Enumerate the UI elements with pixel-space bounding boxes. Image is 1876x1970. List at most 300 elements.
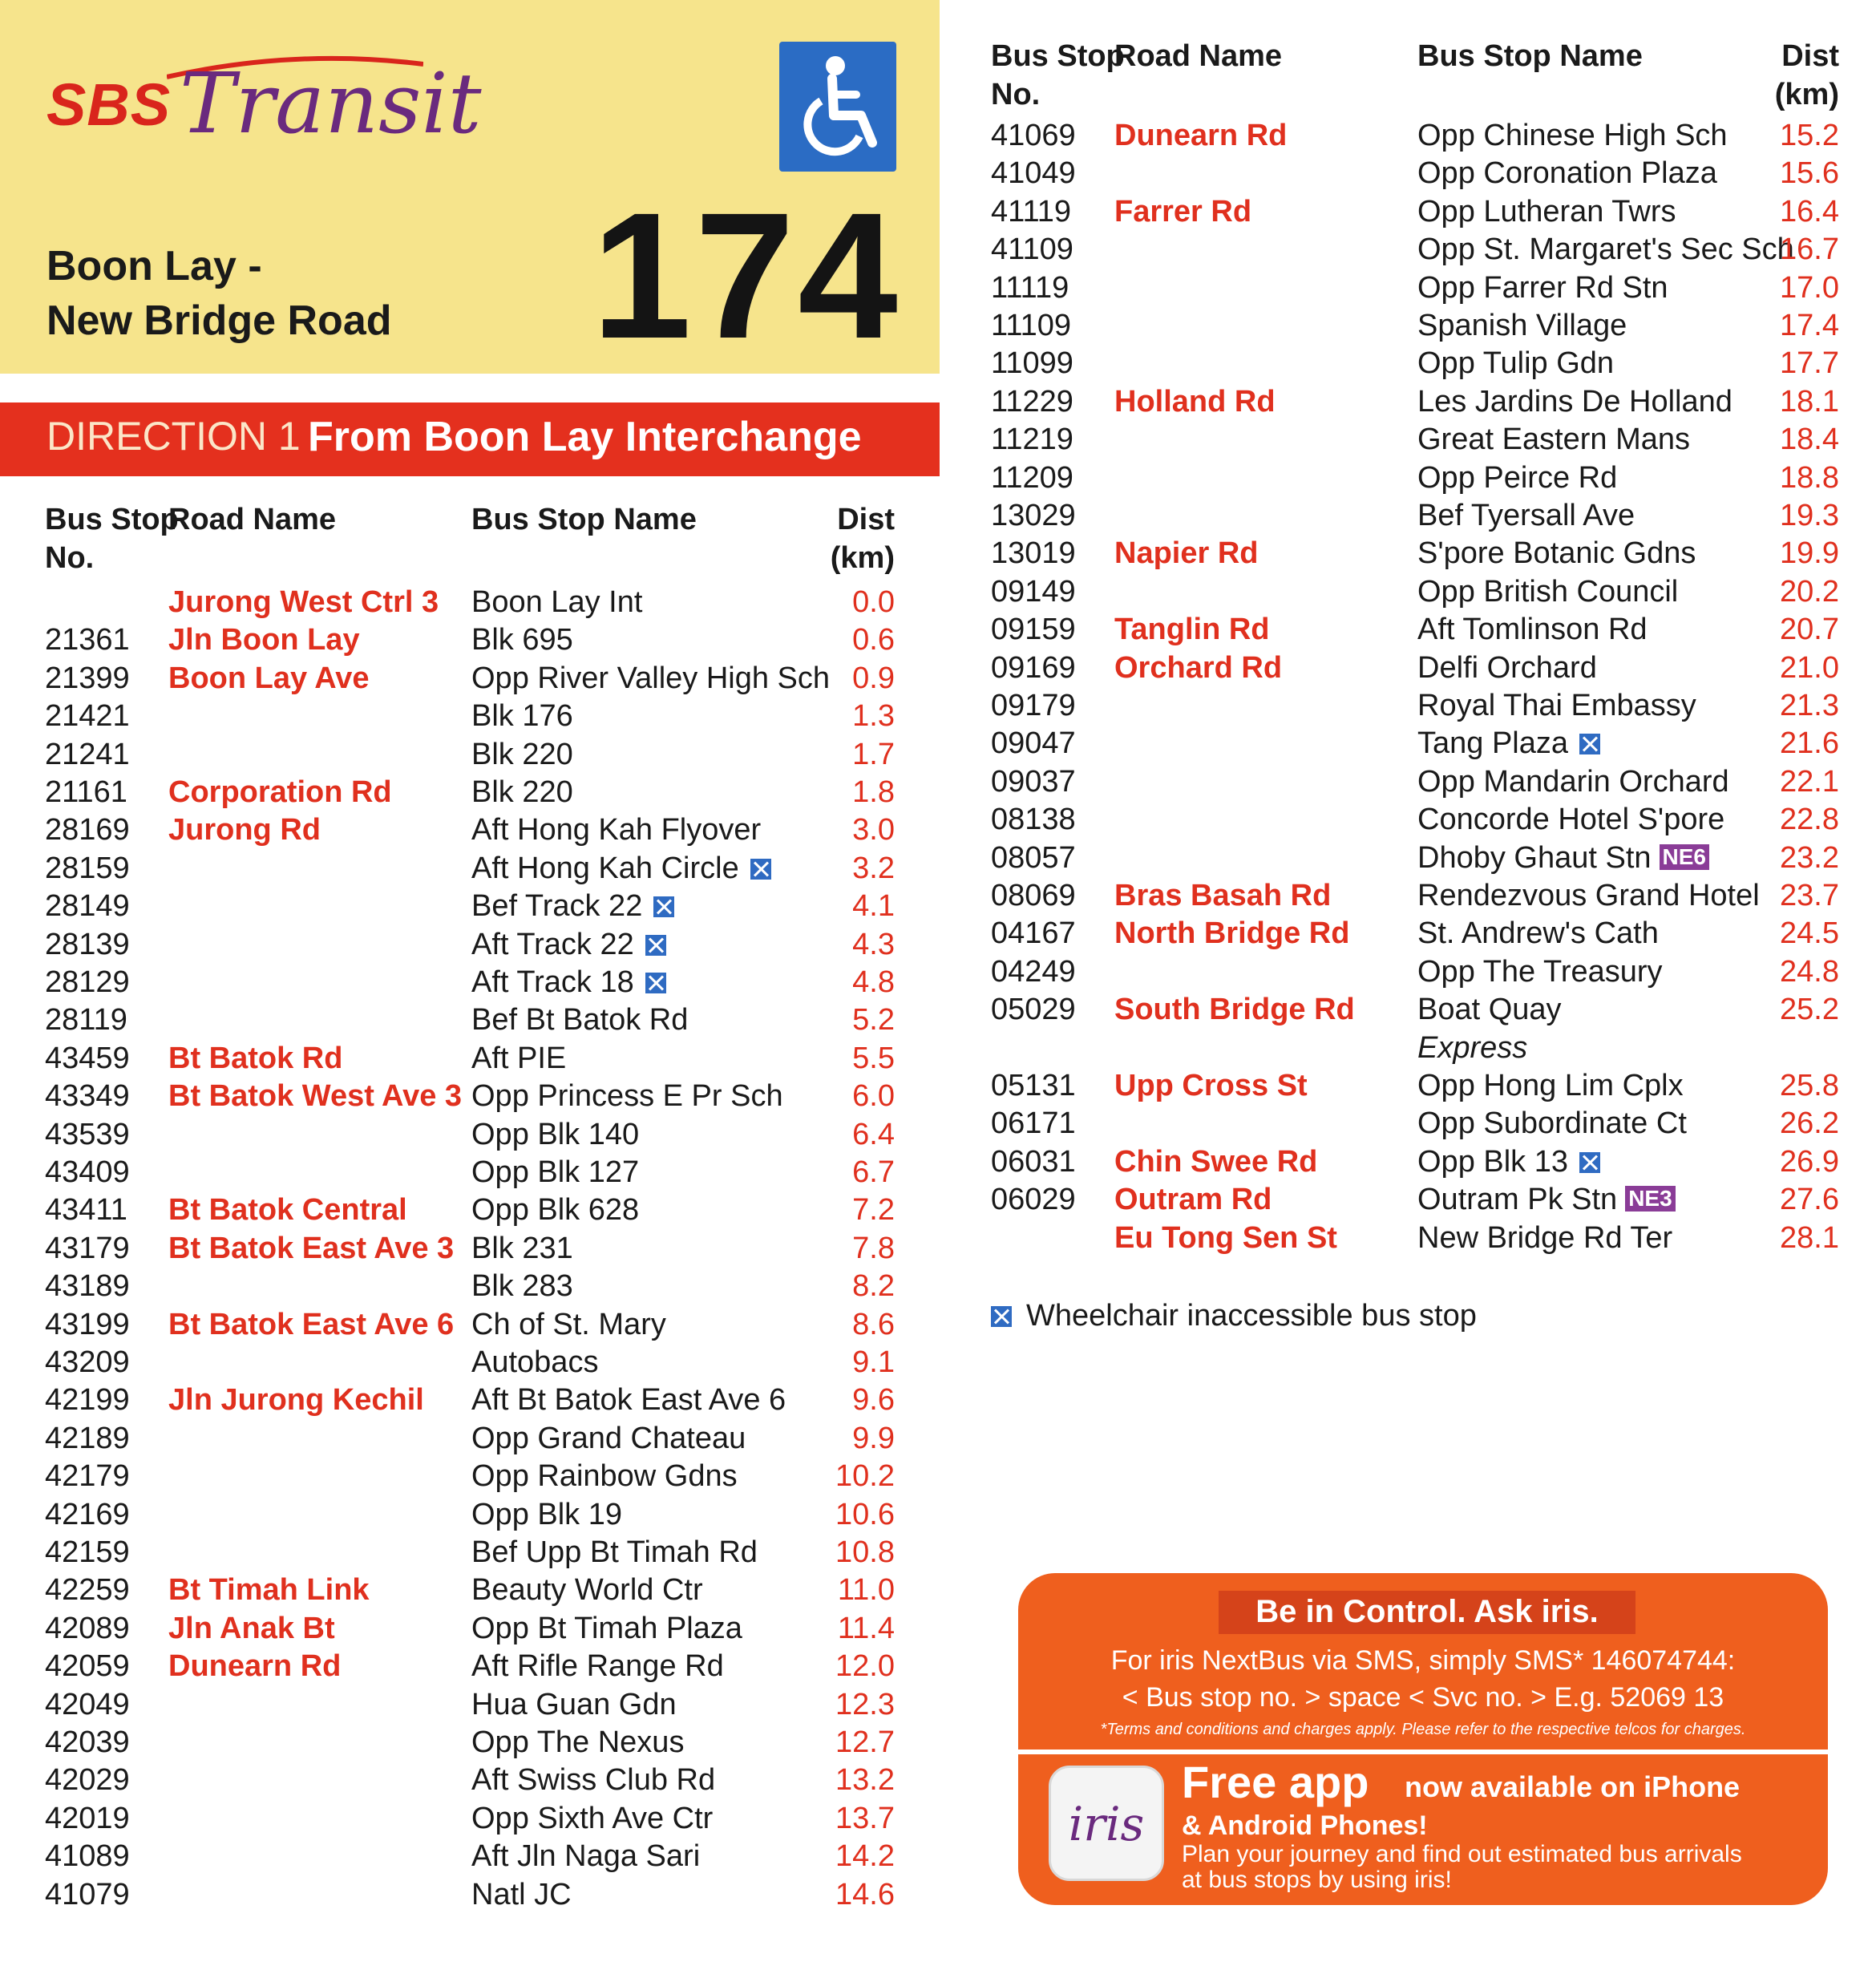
- distance-km: 25.2: [1780, 993, 1839, 1027]
- bus-stop-name: Opp St. Margaret's Sec Sch: [1417, 233, 1794, 267]
- bus-stop-cell: [1417, 383, 1732, 421]
- distance-km: 1.8: [852, 775, 895, 809]
- bus-stop-cell: [471, 1420, 746, 1458]
- table-row: [991, 269, 1839, 307]
- table-row: [991, 345, 1839, 382]
- road-name: Jln Jurong Kechil: [168, 1383, 424, 1418]
- bus-stop-name: Tang Plaza: [1417, 726, 1569, 761]
- road-name: Boon Lay Ave: [168, 661, 370, 695]
- logo-transit-text: Transit: [180, 55, 482, 152]
- bus-stop-cell: [471, 1001, 688, 1039]
- bus-stop-name: Hua Guan Gdn: [471, 1687, 677, 1721]
- header-dist-line2: (km): [830, 541, 895, 575]
- distance-km: 13.7: [835, 1801, 895, 1835]
- sbs-transit-logo: [46, 47, 482, 152]
- table-row: [45, 1534, 895, 1572]
- bus-stop-name: Blk 176: [471, 699, 573, 734]
- bus-stop-name: Opp The Treasury: [1417, 954, 1663, 989]
- road-name: Jln Boon Lay: [168, 623, 360, 657]
- distance-km: 4.3: [852, 927, 895, 961]
- bus-stop-number: 21241: [45, 737, 130, 771]
- road-name: Tanglin Rd: [1114, 613, 1270, 647]
- table-row: [991, 1143, 1839, 1181]
- table-row: [45, 888, 895, 925]
- distance-km: 8.2: [852, 1269, 895, 1304]
- bus-stop-cell: [1417, 725, 1600, 763]
- bus-stop-number: 09169: [991, 650, 1076, 685]
- wheelchair-accessible-icon: [779, 42, 896, 172]
- road-name: South Bridge Rd: [1114, 993, 1355, 1027]
- bus-stop-name: Natl JC: [471, 1877, 572, 1911]
- table-row: [991, 611, 1839, 649]
- iris-platforms: & Android Phones!: [1182, 1810, 1428, 1841]
- bus-stop-cell: [1417, 1220, 1672, 1257]
- bus-stop-name: Delfi Orchard: [1417, 650, 1597, 685]
- bus-stop-cell: [471, 1648, 724, 1685]
- bus-stop-cell: [1417, 497, 1635, 535]
- distance-km: 3.0: [852, 813, 895, 847]
- bus-stop-cell: [471, 964, 666, 1001]
- bus-stop-name: Opp Mandarin Orchard: [1417, 764, 1729, 799]
- bus-stop-name: Aft Rifle Range Rd: [471, 1649, 724, 1684]
- header-stop-no-right: [991, 37, 1125, 114]
- bus-stop-number: 43411: [45, 1193, 127, 1228]
- distance-km: 5.2: [852, 1003, 895, 1038]
- mrt-station-badge: NE6: [1660, 844, 1709, 870]
- bus-stop-number: 06029: [991, 1183, 1076, 1217]
- header-stop-no-right-line2: No.: [991, 78, 1041, 111]
- iris-app-icon: [1049, 1766, 1164, 1881]
- header-dist-line1: Dist: [837, 503, 895, 536]
- bus-stop-number: 11209: [991, 460, 1073, 495]
- header-road-name-right: Road Name: [1114, 39, 1283, 73]
- table-row: [45, 850, 895, 888]
- table-row: [45, 698, 895, 735]
- bus-stop-number: 41109: [991, 233, 1073, 267]
- bus-stop-cell: [1417, 877, 1760, 915]
- bus-stop-name: Aft Hong Kah Circle: [471, 851, 739, 885]
- bus-stop-cell: [1417, 801, 1724, 839]
- distance-km: 20.7: [1780, 613, 1839, 647]
- bus-stop-number: 41119: [991, 194, 1072, 229]
- header-stop-no: [45, 500, 179, 577]
- direction-label: DIRECTION 1: [46, 414, 301, 459]
- distance-km: 10.8: [835, 1535, 895, 1569]
- bus-stop-name: St. Andrew's Cath: [1417, 916, 1659, 951]
- table-row: [991, 801, 1839, 839]
- iris-headline-bar: [1219, 1591, 1635, 1634]
- legend: [991, 1299, 1477, 1333]
- bus-stop-cell: [1417, 1181, 1676, 1219]
- bus-stop-name: Autobacs: [471, 1345, 599, 1379]
- bus-stop-number: 42019: [45, 1801, 130, 1835]
- distance-km: 18.8: [1780, 460, 1839, 495]
- bus-stop-number: 06171: [991, 1106, 1076, 1141]
- distance-km: 7.8: [852, 1231, 895, 1265]
- bus-stop-cell: [1417, 535, 1696, 572]
- distance-km: 9.6: [852, 1383, 895, 1418]
- bus-stop-cell: [1417, 573, 1678, 611]
- distance-km: 23.2: [1780, 840, 1839, 875]
- table-row: [45, 811, 895, 849]
- bus-stop-cell: [471, 1800, 713, 1838]
- table-row: [991, 839, 1839, 877]
- bus-stop-name: Opp Blk 127: [471, 1155, 640, 1189]
- iris-headline: Be in Control. Ask iris.: [1255, 1594, 1599, 1629]
- bus-stop-number: 41069: [991, 119, 1076, 152]
- distance-km: 27.6: [1780, 1183, 1839, 1217]
- header-dist: [818, 500, 895, 577]
- bus-stop-name: Concorde Hotel S'pore: [1417, 803, 1725, 837]
- direction-text: From Boon Lay Interchange: [308, 414, 862, 460]
- bus-stop-number: 13019: [991, 536, 1076, 571]
- bus-stop-number: 09179: [991, 689, 1076, 722]
- header-bus-stop-name-right: Bus Stop Name: [1417, 39, 1643, 73]
- road-name: Upp Cross St: [1114, 1069, 1308, 1102]
- table-row: [45, 1572, 895, 1609]
- bus-stop-name: Boat Quay: [1417, 993, 1562, 1027]
- distance-km: 6.0: [852, 1079, 895, 1114]
- distance-km: 21.0: [1780, 650, 1839, 685]
- distance-km: 0.0: [852, 585, 895, 619]
- bus-stop-number: 43459: [45, 1041, 130, 1075]
- table-row: [45, 1344, 895, 1381]
- distance-km: 16.7: [1780, 233, 1839, 267]
- bus-stop-number: 05029: [991, 993, 1076, 1027]
- table-row: [45, 1040, 895, 1078]
- road-name: North Bridge Rd: [1114, 916, 1350, 951]
- table-row: [991, 383, 1839, 421]
- bus-stop-cell: [471, 1496, 622, 1534]
- wheelchair-inaccessible-icon: [991, 1306, 1012, 1327]
- distance-km: 23.7: [1780, 879, 1839, 912]
- bus-stop-name: Opp Bt Timah Plaza: [471, 1611, 742, 1645]
- distance-km: 22.1: [1780, 764, 1839, 799]
- bus-stop-cell: [1417, 649, 1597, 687]
- table-row: [45, 1648, 895, 1685]
- distance-km: 19.9: [1780, 536, 1839, 571]
- distance-km: 17.0: [1780, 270, 1839, 305]
- bus-stop-name: Opp Farrer Rd Stn: [1417, 270, 1668, 305]
- table-row: [991, 193, 1839, 231]
- header-dist-right-line1: Dist: [1781, 39, 1839, 73]
- bus-stop-name: Express: [1417, 1030, 1528, 1065]
- table-row: [45, 1800, 895, 1838]
- bus-stop-cell: [471, 1534, 758, 1572]
- distance-km: 16.4: [1780, 194, 1839, 229]
- bus-stop-cell: [471, 1610, 742, 1648]
- table-row: [45, 1762, 895, 1799]
- bus-stop-name: S'pore Botanic Gdns: [1417, 536, 1696, 571]
- bus-stop-cell: [471, 774, 573, 811]
- bus-stop-cell: [471, 660, 830, 698]
- table-row: [45, 736, 895, 774]
- iris-sms-line2: < Bus stop no. > space < Svc no. > E.g. 52069 13: [1122, 1682, 1724, 1713]
- bus-stop-cell: [471, 621, 573, 659]
- table-row: [45, 1610, 895, 1648]
- table-row: [991, 991, 1839, 1029]
- table-row: [991, 1105, 1839, 1143]
- bus-stop-cell: [1417, 269, 1668, 307]
- distance-km: 3.2: [852, 851, 895, 885]
- bus-stop-number: 09037: [991, 764, 1076, 799]
- bus-stop-number: 08069: [991, 879, 1076, 912]
- bus-stop-name: Opp Grand Chateau: [471, 1421, 746, 1455]
- header-stop-no-right-line1: Bus Stop: [991, 39, 1125, 73]
- table-row: [45, 1191, 895, 1229]
- road-name: Bt Batok West Ave 3: [168, 1079, 463, 1114]
- bus-stop-name: Aft Jln Naga Sari: [471, 1839, 701, 1874]
- bus-stop-number: 04167: [991, 916, 1076, 951]
- road-name: Bt Batok East Ave 3: [168, 1231, 455, 1265]
- bus-stop-cell: [471, 1876, 572, 1914]
- bus-stop-number: 08057: [991, 840, 1076, 875]
- table-row: [991, 155, 1839, 192]
- distance-km: 21.6: [1780, 726, 1839, 761]
- bus-stop-cell: [1417, 1105, 1687, 1143]
- bus-stop-name: Dhoby Ghaut Stn: [1417, 840, 1652, 875]
- bus-stop-cell: [1417, 421, 1690, 459]
- wheelchair-inaccessible-icon: [750, 859, 771, 880]
- distance-km: 1.3: [852, 699, 895, 734]
- route-number: 174: [592, 176, 901, 376]
- bus-stop-number: 09159: [991, 613, 1076, 647]
- table-row: [991, 1181, 1839, 1219]
- bus-stop-name: Blk 695: [471, 623, 573, 657]
- bus-stop-name: Bef Upp Bt Timah Rd: [471, 1535, 758, 1569]
- bus-stop-number: 43409: [45, 1155, 130, 1189]
- distance-km: 9.1: [852, 1345, 895, 1379]
- distance-km: 17.7: [1780, 346, 1839, 381]
- header-stop-no-line1: Bus Stop: [45, 503, 179, 536]
- bus-stop-name: Aft PIE: [471, 1041, 567, 1075]
- bus-stop-cell: [1417, 991, 1562, 1029]
- distance-km: 26.9: [1780, 1144, 1839, 1179]
- bus-stop-cell: [1417, 459, 1617, 497]
- table-row: [991, 497, 1839, 535]
- bus-stop-name: Bef Tyersall Ave: [1417, 499, 1635, 532]
- bus-stop-number: 28129: [45, 965, 130, 999]
- table-row: [991, 763, 1839, 801]
- road-name: Bt Batok Central: [168, 1193, 407, 1228]
- distance-km: 17.4: [1780, 309, 1839, 342]
- route-from: Boon Lay -: [46, 243, 262, 289]
- distance-km: 7.2: [852, 1193, 895, 1228]
- bus-stop-number: 41049: [991, 156, 1076, 191]
- bus-stop-name: Rendezvous Grand Hotel: [1417, 879, 1760, 912]
- bus-stop-name: Blk 220: [471, 737, 573, 771]
- iris-plan-line2: at bus stops by using iris!: [1182, 1867, 1452, 1893]
- distance-km: 10.2: [835, 1459, 895, 1494]
- bus-stop-cell: [1417, 1143, 1600, 1181]
- table-row: [45, 660, 895, 698]
- bus-stop-name: Opp Blk 628: [471, 1193, 640, 1228]
- bus-stop-name: Boon Lay Int: [471, 585, 643, 619]
- road-name: Chin Swee Rd: [1114, 1144, 1318, 1179]
- bus-stop-number: 42029: [45, 1763, 130, 1798]
- table-row: [45, 1381, 895, 1419]
- bus-stop-cell: [471, 1268, 573, 1305]
- bus-stop-number: 42259: [45, 1573, 130, 1608]
- legend-text: Wheelchair inaccessible bus stop: [1026, 1299, 1477, 1333]
- bus-stop-cell: [471, 1078, 783, 1115]
- bus-stop-number: 42169: [45, 1497, 130, 1531]
- distance-km: 12.7: [835, 1725, 895, 1759]
- bus-stop-name: Opp British Council: [1417, 574, 1679, 609]
- table-row: [45, 584, 895, 621]
- bus-stop-name: Aft Track 18: [471, 965, 634, 999]
- bus-stop-number: 04249: [991, 954, 1076, 989]
- bus-stop-cell: [1417, 953, 1663, 991]
- road-name: Holland Rd: [1114, 384, 1276, 419]
- bus-stop-cell: [471, 698, 573, 735]
- bus-stop-name: Ch of St. Mary: [471, 1307, 666, 1341]
- iris-divider: [1018, 1750, 1828, 1754]
- table-row: [991, 231, 1839, 269]
- bus-stop-number: 42179: [45, 1459, 130, 1494]
- bus-stop-name: Opp Blk 140: [471, 1117, 640, 1151]
- bus-stop-number: 43189: [45, 1269, 130, 1304]
- distance-km: 0.9: [852, 661, 895, 695]
- bus-stop-name: Opp Rainbow Gdns: [471, 1459, 738, 1494]
- bus-stop-number: 28119: [45, 1003, 127, 1038]
- road-name: Dunearn Rd: [1114, 119, 1288, 152]
- table-row: [45, 1420, 895, 1458]
- bus-stop-name: Aft Track 22: [471, 927, 634, 961]
- bus-stop-name: Opp The Nexus: [471, 1725, 685, 1759]
- bus-stop-name: New Bridge Rd Ter: [1417, 1220, 1673, 1255]
- header-dist-right-line2: (km): [1774, 78, 1839, 111]
- bus-stop-name: Opp Subordinate Ct: [1417, 1106, 1687, 1141]
- distance-km: 15.2: [1780, 119, 1839, 152]
- bus-stop-cell: [1417, 1067, 1684, 1105]
- bus-stop-name: Opp Hong Lim Cplx: [1417, 1069, 1684, 1102]
- header-bus-stop-name: Bus Stop Name: [471, 503, 697, 536]
- logo-sbs-text: SBS: [46, 71, 172, 138]
- table-row: [45, 1306, 895, 1344]
- table-row: [991, 687, 1839, 725]
- iris-available: now available on iPhone: [1405, 1770, 1741, 1803]
- road-name: Dunearn Rd: [168, 1649, 342, 1684]
- bus-stop-cell: [1417, 193, 1676, 231]
- table-row: [45, 1876, 895, 1914]
- bus-stop-number: 43209: [45, 1345, 130, 1379]
- bus-stop-name: Great Eastern Mans: [1417, 423, 1691, 457]
- bus-stop-number: 21161: [45, 775, 127, 809]
- bus-stop-number: 11229: [991, 384, 1073, 419]
- table-row: [991, 1067, 1839, 1105]
- distance-km: 11.4: [837, 1611, 895, 1645]
- bus-stop-name: Bef Track 22: [471, 889, 643, 924]
- bus-stop-number: 05131: [991, 1069, 1076, 1102]
- table-row: [991, 535, 1839, 572]
- bus-stop-number: 21361: [45, 623, 130, 657]
- distance-km: 0.6: [852, 623, 895, 657]
- table-row: [45, 1268, 895, 1305]
- table-row: [45, 926, 895, 964]
- bus-stop-number: 09149: [991, 574, 1076, 609]
- bus-stop-number: 42059: [45, 1649, 130, 1684]
- bus-stop-number: 41079: [45, 1877, 130, 1911]
- bus-stop-name: Opp River Valley High Sch: [471, 661, 831, 695]
- bus-stop-cell: [471, 584, 642, 621]
- road-name: Napier Rd: [1114, 536, 1259, 571]
- road-name: Orchard Rd: [1114, 650, 1283, 685]
- road-name: Bt Timah Link: [168, 1573, 370, 1608]
- bus-stop-cell: [1417, 763, 1729, 801]
- table-row: [45, 1230, 895, 1268]
- bus-stop-cell: [1417, 1029, 1527, 1067]
- table-row: [991, 1220, 1839, 1257]
- bus-stop-name: Opp Lutheran Twrs: [1417, 194, 1676, 229]
- bus-stop-cell: [1417, 231, 1794, 269]
- bus-stop-cell: [1417, 307, 1627, 345]
- bus-stop-number: 42189: [45, 1421, 130, 1455]
- distance-km: 1.7: [852, 737, 895, 771]
- bus-stop-cell: [471, 850, 771, 888]
- bus-stop-cell: [471, 1154, 639, 1191]
- bus-stop-number: 42159: [45, 1535, 130, 1569]
- table-row: [45, 1724, 895, 1762]
- distance-km: 20.2: [1780, 574, 1839, 609]
- bus-stop-name: Opp Sixth Ave Ctr: [471, 1801, 714, 1835]
- bus-stop-number: 43199: [45, 1307, 130, 1341]
- bus-stop-name: Aft Tomlinson Rd: [1417, 613, 1648, 647]
- road-name: Jurong West Ctrl 3: [168, 585, 439, 619]
- bus-stop-number: 11099: [991, 346, 1073, 381]
- bus-stop-cell: [471, 1458, 738, 1495]
- iris-free-app: Free app: [1182, 1757, 1369, 1807]
- bus-stop-number: 43179: [45, 1231, 130, 1265]
- distance-km: 5.5: [852, 1041, 895, 1075]
- table-row: [45, 964, 895, 1001]
- distance-km: 4.1: [852, 889, 895, 924]
- bus-stop-name: Blk 283: [471, 1269, 573, 1304]
- iris-advert: [1018, 1573, 1828, 1905]
- table-row: [991, 459, 1839, 497]
- distance-km: 12.3: [835, 1687, 895, 1721]
- wheelchair-inaccessible-icon: [1579, 1152, 1600, 1173]
- road-name: Outram Rd: [1114, 1183, 1272, 1217]
- distance-km: 15.6: [1780, 156, 1839, 191]
- bus-stop-cell: [471, 1306, 666, 1344]
- bus-stop-number: 13029: [991, 499, 1076, 532]
- distance-km: 8.6: [852, 1307, 895, 1341]
- bus-stop-name: Opp Princess E Pr Sch: [471, 1079, 783, 1114]
- table-row: [991, 117, 1839, 155]
- road-name: Jln Anak Bt: [168, 1611, 335, 1645]
- bus-stop-number: 42039: [45, 1725, 130, 1759]
- table-row: [991, 877, 1839, 915]
- table-row: [991, 725, 1839, 763]
- road-name: Bras Basah Rd: [1114, 879, 1332, 912]
- header-stop-no-line2: No.: [45, 541, 95, 575]
- bus-stop-cell: [1417, 611, 1648, 649]
- iris-sms-line1: For iris NextBus via SMS, simply SMS* 146074744:: [1110, 1645, 1736, 1676]
- bus-stop-cell: [471, 1381, 786, 1419]
- bus-stop-number: 42049: [45, 1687, 130, 1721]
- mrt-station-badge: NE3: [1625, 1186, 1675, 1212]
- bus-stop-number: 28169: [45, 813, 130, 847]
- bus-stop-cell: [1417, 117, 1728, 155]
- distance-km: 14.6: [835, 1877, 895, 1911]
- road-name: Eu Tong Sen St: [1114, 1220, 1337, 1255]
- bus-stop-cell: [471, 888, 674, 925]
- bus-stop-number: 43539: [45, 1117, 130, 1151]
- bus-stop-cell: [471, 1686, 677, 1724]
- bus-stop-number: 08138: [991, 803, 1076, 837]
- iris-plan-line1: Plan your journey and find out estimated bus arrivals: [1182, 1841, 1742, 1867]
